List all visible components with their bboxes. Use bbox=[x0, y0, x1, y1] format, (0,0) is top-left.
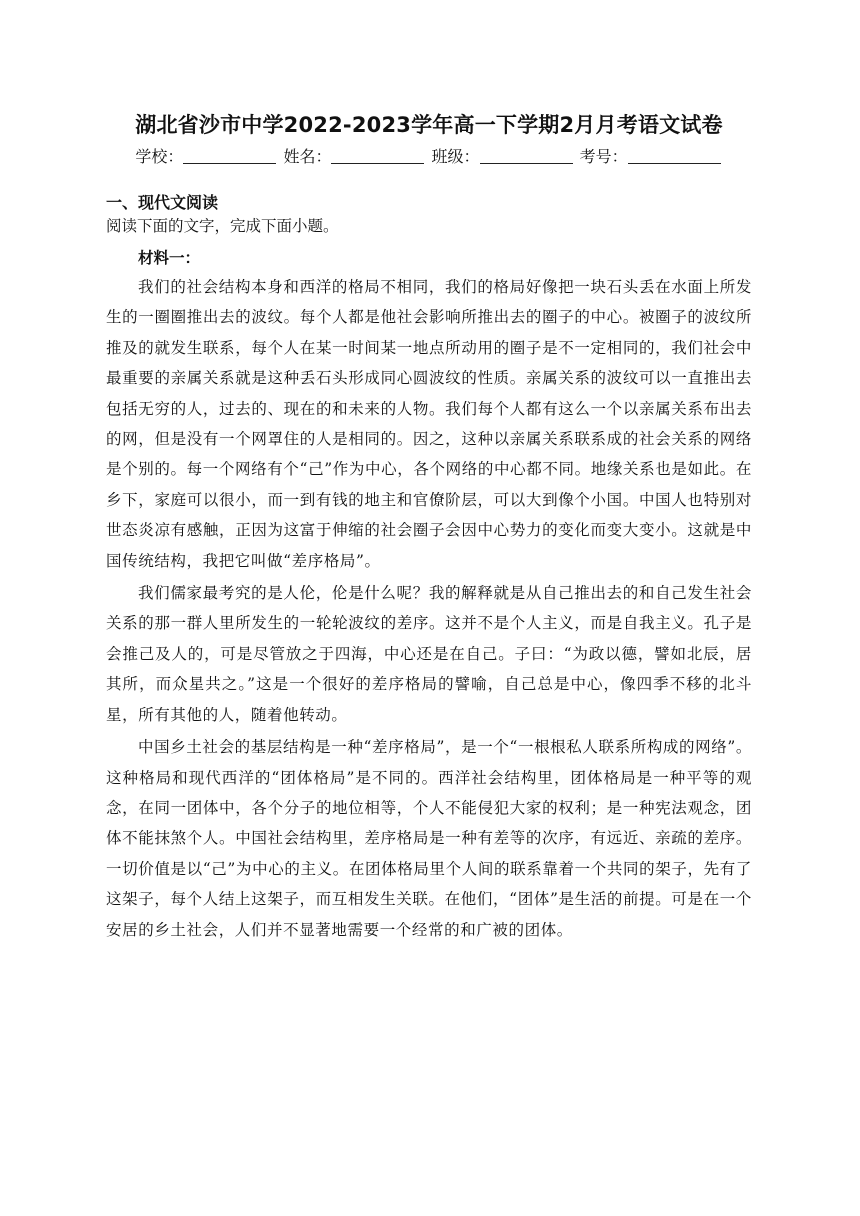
section-heading: 一、现代文阅读 bbox=[106, 193, 219, 212]
school-label: 学校： bbox=[135, 147, 184, 166]
student-info-row bbox=[106, 144, 752, 170]
paragraph-3: 中国乡土社会的基层结构是一种“差序格局”，是一个“一根根私人联系所构成的网络”。这种格局和现代西洋的“团体格局”是不同的。西洋社会结构里，团体格局是一种平等的观念，在同一团体中，各个分子的地位相等，个人不能侵犯大家的权利；是一种宪法观念，团体不能抹煞个人。中国社会结构里，差序格局是一种有差等的次序，有远近、亲疏的差序。一切价值是以“己”为中心的主义。在团体格局里个人间的联系靠着一个共同的架子，先有了这架子，每个人结上这架子，而互相发生关联。在他们，“团体”是生活的前提。可是在一个安居的乡土社会，人们并不显著地需要一个经常的和广被的团体。 bbox=[106, 738, 752, 939]
name-blank[interactable] bbox=[331, 147, 424, 164]
exam-no-label: 考号： bbox=[579, 147, 628, 166]
class-blank[interactable] bbox=[480, 147, 573, 164]
exam-title: 湖北省沙市中学2022-2023学年高一下学期2月月考语文试卷 bbox=[135, 113, 723, 137]
name-label: 姓名： bbox=[283, 147, 332, 166]
paragraph-1: 我们的社会结构本身和西洋的格局不相同，我们的格局好像把一块石头丢在水面上所发生的一圈圈推出去的波纹。每个人都是他社会影响所推出去的圈子的中心。被圈子的波纹所推及的就发生联系，每个人在某一时间某一地点所动用的圈子是不一定相同的，我们社会中最重要的亲属关系就是这种丢石头形成同心圆波纹的性质。亲属关系的波纹可以一直推出去包括无穷的人，过去的、现在的和未来的人物。我们每个人都有这么一个以亲属关系布出去的网，但是没有一个网罩住的人是相同的。因之，这种以亲属关系联系成的社会关系的网络是个别的。每一个网络有个“己”作为中心，各个网络的中心都不同。地缘关系也是如此。在乡下，家庭可以很小，而一到有钱的地主和官僚阶层，可以大到像个小国。中国人也特别对世态炎凉有感触，正因为这富于伸缩的社会圈子会因中心势力的变化而变大变小。这就是中国传统结构，我把它叫做“差序格局”。 bbox=[106, 278, 752, 570]
paragraph-2: 我们儒家最考究的是人伦，伦是什么呢？我的解释就是从自己推出去的和自己发生社会关系的那一群人里所发生的一轮轮波纹的差序。这并不是个人主义，而是自我主义。孔子是会推己及人的，可是尽管放之于四海，中心还是在自己。子曰：“为政以德，譬如北辰，居其所，而众星共之。”这是一个很好的差序格局的譬喻，自己总是中心，像四季不移的北斗星，所有其他的人，随着他转动。 bbox=[106, 584, 752, 724]
section-instruction: 阅读下面的文字，完成下面小题。 bbox=[106, 217, 339, 235]
class-label: 班级： bbox=[431, 147, 480, 166]
material-label: 材料一： bbox=[138, 248, 201, 267]
exam-no-blank[interactable] bbox=[628, 147, 721, 164]
school-blank[interactable] bbox=[183, 147, 276, 164]
